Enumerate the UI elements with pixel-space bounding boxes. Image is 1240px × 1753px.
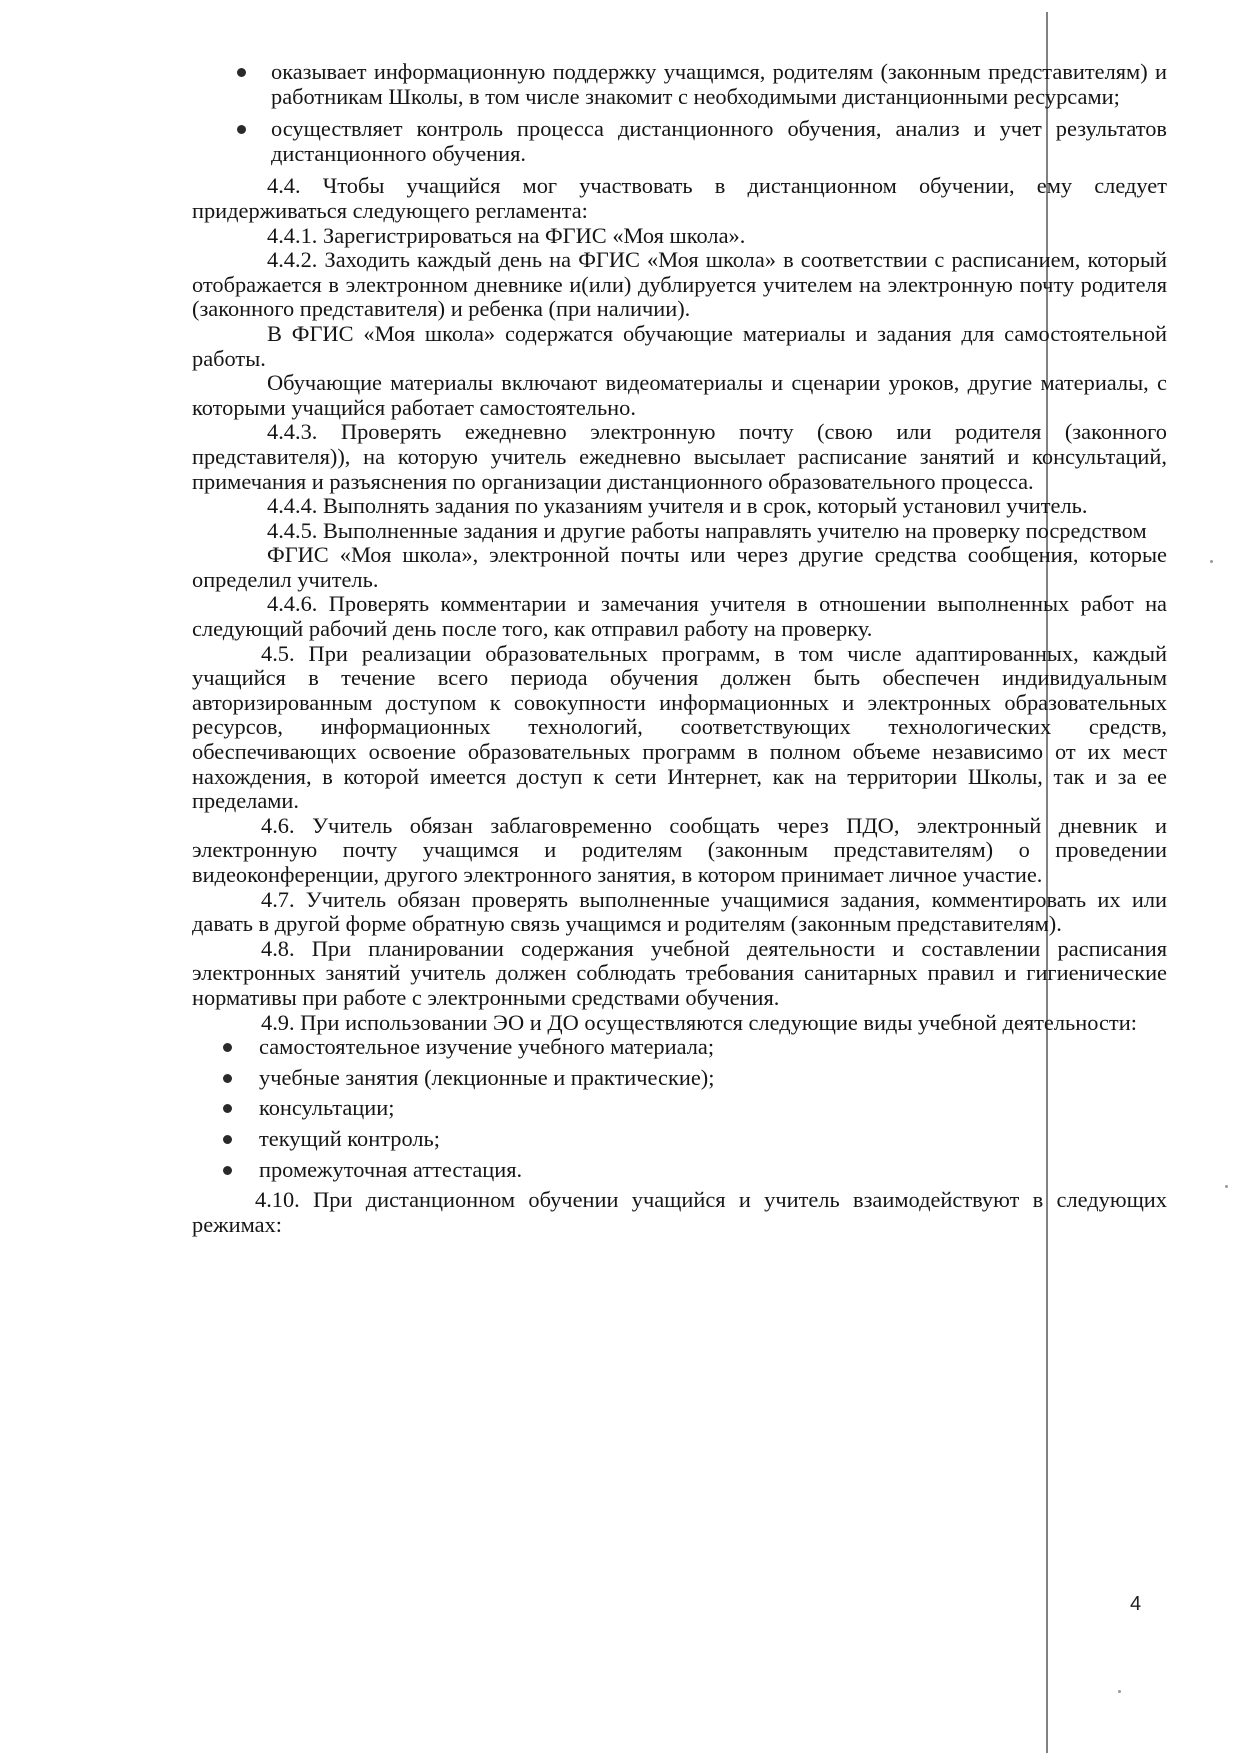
paragraph-4-10: 4.10. При дистанционном обучении учащийся и учитель взаимодействуют в следующих режимах: bbox=[192, 1187, 1167, 1237]
scan-speck bbox=[1210, 560, 1213, 563]
list-item bbox=[192, 1035, 1167, 1060]
list-item-text: самостоятельное изучение учебного материала; bbox=[259, 1034, 715, 1060]
list-item-text: промежуточная аттестация. bbox=[259, 1156, 523, 1182]
bullet-icon bbox=[223, 1043, 232, 1052]
bullet-icon bbox=[237, 68, 246, 77]
document-body bbox=[192, 60, 1167, 1237]
scan-speck bbox=[1118, 1690, 1121, 1693]
paragraph-4-4-6: 4.4.6. Проверять комментарии и замечания учителя в отношении выполненных работ на следующий рабочий день после того, как отправил работу на проверку. bbox=[192, 591, 1167, 642]
paragraph-4-4-3: 4.4.3. Проверять ежедневно электронную почту (свою или родителя (законного представителя)), на которую учитель ежедневно высылает расписание занятий и консультаций, примечания и разъяснения по организации дистанционного образовательного процесса. bbox=[192, 419, 1167, 494]
list-item bbox=[192, 60, 1167, 109]
bullet-icon bbox=[223, 1074, 232, 1083]
paragraph-4-4-4: 4.4.4. Выполнять задания по указаниям учителя и в срок, который установил учитель. bbox=[267, 493, 1088, 519]
paragraph-4-4-1: 4.4.1. Зарегистрироваться на ФГИС «Моя школа». bbox=[267, 222, 746, 248]
paragraph-4-8: 4.8. При планировании содержания учебной деятельности и составлении расписания электронных занятий учитель должен соблюдать требования санитарных правил и гигиенические нормативы при работе с электронными средствами обучения. bbox=[192, 935, 1167, 1010]
paragraph-4-7: 4.7. Учитель обязан проверять выполненные учащимися задания, комментировать их или давать в другой форме обратную связь учащимся и родителям (законным представителям). bbox=[192, 886, 1167, 937]
list-item bbox=[192, 1066, 1167, 1091]
paragraph-4-4-5: 4.4.5. Выполненные задания и другие работы направлять учителю на проверку посредством bbox=[267, 517, 1147, 543]
bullet-icon bbox=[237, 125, 246, 134]
list-item bbox=[192, 117, 1167, 166]
page-number: 4 bbox=[1130, 1593, 1142, 1615]
paragraph-materials: В ФГИС «Моя школа» содержатся обучающие материалы и задания для самостоятельной работы. bbox=[192, 320, 1167, 371]
paragraph-4-9: 4.9. При использовании ЭО и ДО осуществляются следующие виды учебной деятельности: bbox=[261, 1009, 1137, 1035]
scan-speck bbox=[1225, 1185, 1228, 1188]
bullet-icon bbox=[223, 1104, 232, 1113]
paragraph-4-5: 4.5. При реализации образовательных программ, в том числе адаптированных, каждый учащийся в течение всего периода обучения должен быть обеспечен индивидуальным авторизированным доступом к совокупности информационных и электронных образовательных ресурсов, информационных технологий, соответствующих технологических средств, обеспечивающих освоение образовательных программ в полном объеме независимо от их мест нахождения, в которой имеется доступ к сети Интернет, как на территории Школы, так и за ее пределами. bbox=[192, 640, 1167, 814]
bullet-icon bbox=[223, 1135, 232, 1144]
list-item bbox=[192, 1127, 1167, 1152]
list-item bbox=[192, 1096, 1167, 1121]
paragraph-4-4-2: 4.4.2. Заходить каждый день на ФГИС «Моя школа» в соответствии с расписанием, который отображается в электронном дневнике и(или) дублируется учителем на электронную почту родителя (законного представителя) и ребенка (при наличии). bbox=[192, 247, 1167, 322]
paragraph-4-4: 4.4. Чтобы учащийся мог участвовать в дистанционном обучении, ему следует придерживаться следующего регламента: bbox=[192, 173, 1167, 223]
list-item-text: осуществляет контроль процесса дистанционного обучения, анализ и учет результатов дистанционного обучения. bbox=[271, 116, 1167, 166]
list-item-text: учебные занятия (лекционные и практические); bbox=[259, 1064, 715, 1090]
paragraph-materials-include: Обучающие материалы включают видеоматериалы и сценарии уроков, другие материалы, с которыми учащийся работает самостоятельно. bbox=[192, 370, 1167, 420]
list-item-text: консультации; bbox=[259, 1095, 395, 1121]
paragraph-4-6: 4.6. Учитель обязан заблаговременно сообщать через ПДО, электронный дневник и электронную почту учащимся и родителям (законным представителям) о проведении видеоконференции, другого электронного занятия, в котором принимает личное участие. bbox=[192, 812, 1167, 887]
list-item-text: оказывает информационную поддержку учащимся, родителям (законным представителям) и работникам Школы, в том числе знакомит с необходимыми дистанционными ресурсами; bbox=[271, 59, 1167, 109]
bullet-icon bbox=[223, 1166, 232, 1175]
list-item bbox=[192, 1158, 1167, 1183]
list-item-text: текущий контроль; bbox=[259, 1125, 440, 1151]
paragraph-4-4-5-continued: ФГИС «Моя школа», электронной почты или через другие средства сообщения, которые определил учитель. bbox=[192, 542, 1167, 592]
